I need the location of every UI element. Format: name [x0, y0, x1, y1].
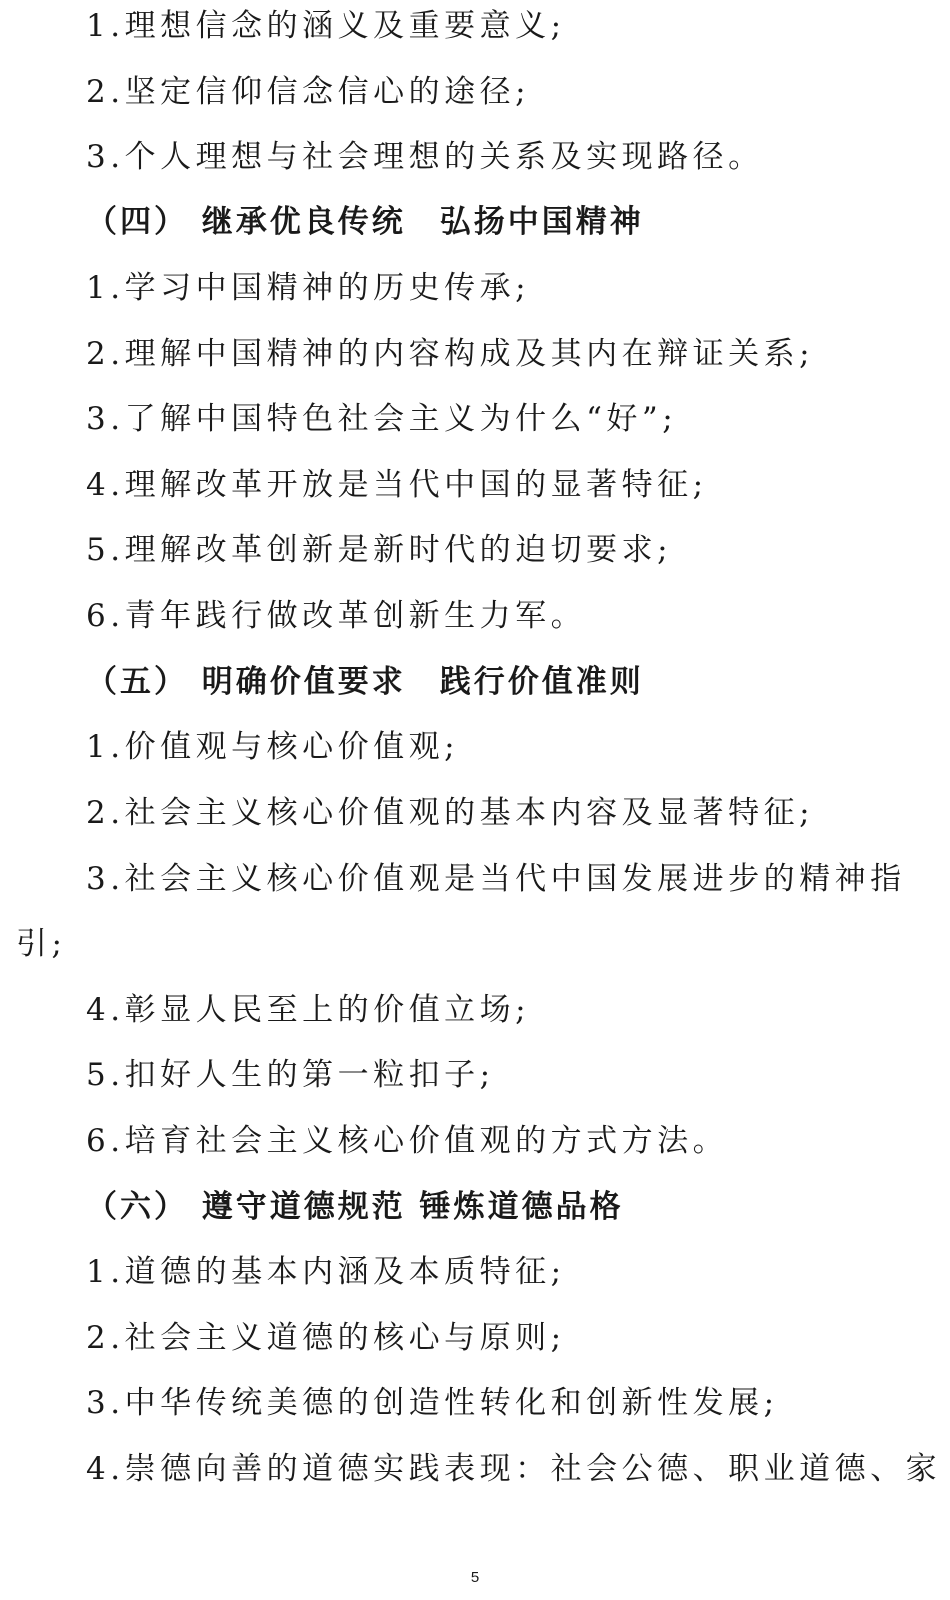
- list-item: 4.理解改革开放是当代中国的显著特征;: [86, 467, 708, 503]
- list-item: 6.培育社会主义核心价值观的方式方法。: [86, 1123, 729, 1159]
- page-number: 5: [470, 1569, 480, 1586]
- list-item: 1.价值观与核心价值观;: [86, 729, 460, 765]
- section-heading: （四） 继承优良传统 弘扬中国精神: [86, 204, 644, 240]
- list-item: 3.了解中国特色社会主义为什么“好”;: [86, 401, 678, 437]
- section-heading: （六） 遵守道德规范 锤炼道德品格: [86, 1189, 624, 1225]
- list-item: 1.学习中国精神的历史传承;: [86, 270, 531, 306]
- list-item: 2.社会主义核心价值观的基本内容及显著特征;: [86, 795, 815, 831]
- list-item: 2.坚定信仰信念信心的途径;: [86, 74, 531, 110]
- list-item: 5.理解改革创新是新时代的迫切要求;: [86, 532, 673, 568]
- list-item: 6.青年践行做改革创新生力军。: [86, 598, 587, 634]
- list-item: 1.理想信念的涵义及重要意义;: [86, 8, 566, 44]
- list-item: 2.理解中国精神的内容构成及其内在辩证关系;: [86, 336, 815, 372]
- list-item: 1.道德的基本内涵及本质特征;: [86, 1254, 566, 1290]
- list-item: 3.中华传统美德的创造性转化和创新性发展;: [86, 1385, 779, 1421]
- list-item: 3.社会主义核心价值观是当代中国发展进步的精神指: [86, 861, 906, 897]
- list-item: 4.崇德向善的道德实践表现：社会公德、职业道德、家: [86, 1451, 942, 1487]
- list-item: 4.彰显人民至上的价值立场;: [86, 992, 531, 1028]
- section-heading: （五） 明确价值要求 践行价值准则: [86, 664, 644, 700]
- list-item-continuation: 引;: [16, 926, 67, 962]
- list-item: 3.个人理想与社会理想的关系及实现路径。: [86, 139, 764, 175]
- list-item: 5.扣好人生的第一粒扣子;: [86, 1057, 495, 1093]
- list-item: 2.社会主义道德的核心与原则;: [86, 1320, 566, 1356]
